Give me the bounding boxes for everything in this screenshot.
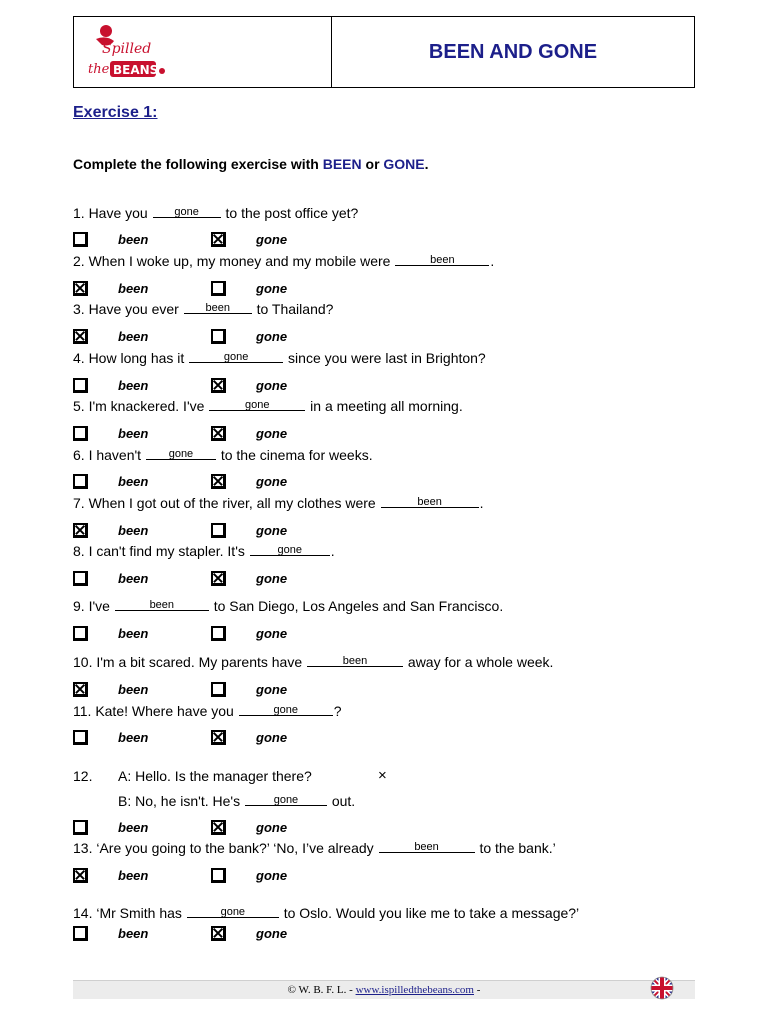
answer-text: been — [430, 254, 455, 266]
option-label-gone: gone — [256, 682, 288, 697]
question-text-end: to the post office yet? — [221, 205, 359, 221]
question-text-end: in a meeting all morning. — [306, 398, 463, 414]
question-text-end: to San Diego, Los Angeles and San Francisco. — [209, 598, 504, 614]
header-table — [73, 16, 695, 88]
option-label-gone: gone — [256, 378, 288, 393]
question-text-end: away for a whole week. — [404, 654, 554, 670]
option-been[interactable] — [73, 474, 148, 489]
checkbox-gone[interactable] — [211, 926, 226, 941]
option-gone[interactable] — [211, 682, 287, 697]
uk-flag-icon — [650, 976, 674, 1000]
option-gone[interactable] — [211, 378, 287, 393]
checkbox-gone[interactable] — [211, 281, 226, 296]
answer-blank[interactable] — [146, 447, 216, 460]
answer-text: gone — [220, 906, 246, 918]
checkbox-been[interactable] — [73, 730, 88, 745]
options-row — [73, 378, 333, 398]
options-row — [73, 926, 333, 946]
question-text: 3. Have you ever — [73, 301, 183, 317]
q12-line-b-text: B: No, he isn't. He's — [118, 793, 244, 809]
footer-link[interactable]: www.ispilledthebeans.com — [355, 984, 474, 996]
option-label-been: been — [118, 868, 149, 883]
svg-text:BEANS: BEANS — [113, 63, 159, 77]
option-label-gone: gone — [256, 820, 288, 835]
question — [73, 905, 579, 921]
question-text: 2. When I woke up, my money and my mobile were — [73, 253, 395, 269]
options-row — [73, 426, 333, 446]
question — [73, 301, 333, 317]
option-label-been: been — [118, 626, 149, 641]
option-been[interactable] — [73, 682, 148, 697]
options-row — [73, 523, 333, 543]
options-row — [73, 626, 333, 646]
option-label-gone: gone — [256, 281, 288, 296]
question — [73, 598, 503, 614]
option-label-been: been — [118, 378, 149, 393]
answer-text: gone — [174, 206, 199, 218]
checkbox-been[interactable] — [73, 426, 88, 441]
footer-end: - — [474, 984, 481, 996]
answer-blank[interactable] — [153, 205, 221, 218]
question-text-end: to Oslo. Would you like me to take a message?’ — [279, 905, 580, 921]
option-label-gone: gone — [256, 868, 288, 883]
question — [73, 205, 358, 221]
checkbox-been[interactable] — [73, 820, 88, 835]
question-text: 14. ‘Mr Smith has — [73, 905, 186, 921]
q12-line-b — [118, 793, 355, 809]
option-label-been: been — [118, 474, 149, 489]
option-label-gone: gone — [256, 626, 288, 641]
answer-blank[interactable] — [184, 301, 252, 314]
option-gone[interactable] — [211, 523, 287, 538]
question — [73, 703, 342, 719]
question-text: 9. I've — [73, 598, 114, 614]
checkbox-gone[interactable] — [211, 571, 226, 586]
options-row — [73, 868, 333, 888]
option-gone[interactable] — [211, 571, 287, 586]
answer-blank[interactable] — [381, 495, 479, 508]
checkbox-gone[interactable] — [211, 426, 226, 441]
option-been[interactable] — [73, 426, 148, 441]
answer-blank[interactable] — [115, 598, 209, 611]
option-been[interactable] — [73, 926, 148, 941]
question — [73, 398, 463, 414]
exercise-title: Exercise 1: — [73, 104, 158, 121]
instruction-been: BEEN — [322, 156, 362, 172]
page-title: BEEN AND GONE — [428, 40, 598, 63]
answer-blank[interactable] — [307, 654, 403, 667]
checkbox-been[interactable] — [73, 571, 88, 586]
option-gone[interactable] — [211, 474, 287, 489]
answer-blank[interactable] — [239, 703, 333, 716]
instruction-pre: Complete the following exercise with — [73, 156, 323, 172]
answer-text: gone — [223, 351, 249, 363]
question-text: 7. When I got out of the river, all my clothes were — [73, 495, 380, 511]
checkbox-gone[interactable] — [211, 682, 226, 697]
instruction-end: . — [424, 156, 429, 172]
option-gone[interactable] — [211, 232, 287, 247]
question — [73, 350, 486, 366]
options-row — [73, 682, 333, 702]
q12-number: 12. — [73, 768, 93, 784]
question — [73, 543, 335, 559]
option-label-been: been — [118, 281, 149, 296]
checkbox-been[interactable] — [73, 523, 88, 538]
option-gone[interactable] — [211, 868, 287, 883]
question-text: 4. How long has it — [73, 350, 189, 366]
question-text: 11. Kate! Where have you — [73, 703, 238, 719]
option-been[interactable] — [73, 281, 148, 296]
question — [73, 840, 556, 856]
option-label-gone: gone — [256, 329, 288, 344]
option-gone[interactable] — [211, 329, 287, 344]
checkbox-gone[interactable] — [211, 523, 226, 538]
option-label-been: been — [118, 820, 149, 835]
checkbox-been[interactable] — [73, 281, 88, 296]
options-row — [73, 474, 333, 494]
question-text-end: . — [330, 543, 335, 559]
question — [73, 447, 373, 463]
answer-blank[interactable] — [250, 543, 330, 556]
svg-text:Spilled: Spilled — [102, 41, 152, 57]
option-been[interactable] — [73, 378, 148, 393]
answer-text: gone — [273, 794, 299, 806]
checkbox-gone[interactable] — [211, 378, 226, 393]
option-been[interactable] — [73, 329, 148, 344]
answer-text: been — [414, 841, 439, 853]
question-text: 1. Have you — [73, 205, 152, 221]
q12-line-b-post: out. — [327, 793, 356, 809]
question-text: 10. I'm a bit scared. My parents have — [73, 654, 307, 670]
question-text-end: . — [479, 495, 484, 511]
q12-line-a: A: Hello. Is the manager there? — [118, 768, 312, 784]
option-gone[interactable] — [211, 730, 287, 745]
option-gone[interactable] — [211, 626, 287, 641]
option-gone[interactable] — [211, 820, 287, 835]
option-been[interactable] — [73, 232, 148, 247]
option-label-been: been — [118, 571, 149, 586]
option-been[interactable] — [73, 626, 148, 641]
checkbox-gone[interactable] — [211, 474, 226, 489]
answer-text: been — [149, 599, 175, 611]
option-label-been: been — [118, 232, 149, 247]
checkbox-gone[interactable] — [211, 730, 226, 745]
answer-blank[interactable] — [209, 398, 305, 411]
option-been[interactable] — [73, 523, 148, 538]
option-label-been: been — [118, 523, 149, 538]
answer-blank[interactable] — [189, 350, 283, 363]
option-label-been: been — [118, 426, 149, 441]
options-row — [73, 730, 333, 750]
option-label-been: been — [118, 730, 149, 745]
instruction — [73, 156, 429, 172]
options-row — [73, 571, 333, 591]
option-been[interactable] — [73, 820, 148, 835]
question-text-end: to the bank.’ — [475, 840, 556, 856]
checkbox-been[interactable] — [73, 329, 88, 344]
checkbox-been[interactable] — [73, 926, 88, 941]
question — [73, 495, 483, 511]
option-label-gone: gone — [256, 474, 288, 489]
logo-cell — [74, 17, 332, 87]
checkbox-been[interactable] — [73, 474, 88, 489]
checkbox-gone[interactable] — [211, 626, 226, 641]
answer-text: been — [205, 302, 230, 314]
option-been[interactable] — [73, 868, 148, 883]
footer — [73, 980, 695, 999]
answer-text: gone — [273, 704, 298, 716]
option-gone[interactable] — [211, 426, 287, 441]
options-row — [73, 329, 333, 349]
answer-blank[interactable] — [395, 253, 489, 266]
checkbox-been[interactable] — [73, 626, 88, 641]
option-label-gone: gone — [256, 426, 288, 441]
option-gone[interactable] — [211, 281, 287, 296]
question-text-end: since you were last in Brighton? — [284, 350, 486, 366]
answer-blank[interactable] — [187, 905, 279, 918]
option-label-been: been — [118, 682, 149, 697]
footer-copyright: © W. B. F. L. - — [287, 984, 356, 996]
question-text-end: . — [490, 253, 495, 269]
question — [73, 654, 553, 670]
options-row — [73, 281, 333, 301]
option-been[interactable] — [73, 571, 148, 586]
option-gone[interactable] — [211, 926, 287, 941]
option-label-gone: gone — [256, 730, 288, 745]
option-label-gone: gone — [256, 926, 288, 941]
instruction-or: or — [361, 156, 384, 172]
checkbox-gone[interactable] — [211, 820, 226, 835]
answer-text: been — [417, 496, 442, 508]
checkbox-been[interactable] — [73, 868, 88, 883]
question-text: 6. I haven't — [73, 447, 145, 463]
option-been[interactable] — [73, 730, 148, 745]
answer-text: gone — [168, 448, 194, 460]
answer-text: gone — [245, 399, 270, 411]
option-label-been: been — [118, 926, 149, 941]
options-row — [73, 232, 333, 252]
question-text: 8. I can't find my stapler. It's — [73, 543, 249, 559]
answer-text: been — [342, 655, 368, 667]
question-text-end: to the cinema for weeks. — [216, 447, 373, 463]
instruction-gone: GONE — [383, 156, 425, 172]
question-text-end: to Thailand? — [252, 301, 334, 317]
option-label-been: been — [118, 329, 149, 344]
answer-blank[interactable] — [245, 793, 327, 806]
option-label-gone: gone — [256, 571, 288, 586]
answer-blank[interactable] — [379, 840, 475, 853]
option-label-gone: gone — [256, 232, 288, 247]
checkbox-been[interactable] — [73, 682, 88, 697]
question-text-end: ? — [333, 703, 342, 719]
svg-text:the: the — [88, 62, 110, 77]
option-label-gone: gone — [256, 523, 288, 538]
checkbox-been[interactable] — [73, 232, 88, 247]
question — [73, 253, 494, 269]
answer-text: gone — [277, 544, 302, 556]
question-text: 13. ‘Are you going to the bank?’ ‘No, I’ve already — [73, 840, 378, 856]
spilled-the-beans-logo — [82, 21, 172, 85]
options-row — [73, 820, 333, 840]
stray-x-mark: × — [378, 767, 387, 784]
checkbox-been[interactable] — [73, 378, 88, 393]
question-text: 5. I'm knackered. I've — [73, 398, 209, 414]
checkbox-gone[interactable] — [211, 329, 226, 344]
checkbox-gone[interactable] — [211, 868, 226, 883]
checkbox-gone[interactable] — [211, 232, 226, 247]
